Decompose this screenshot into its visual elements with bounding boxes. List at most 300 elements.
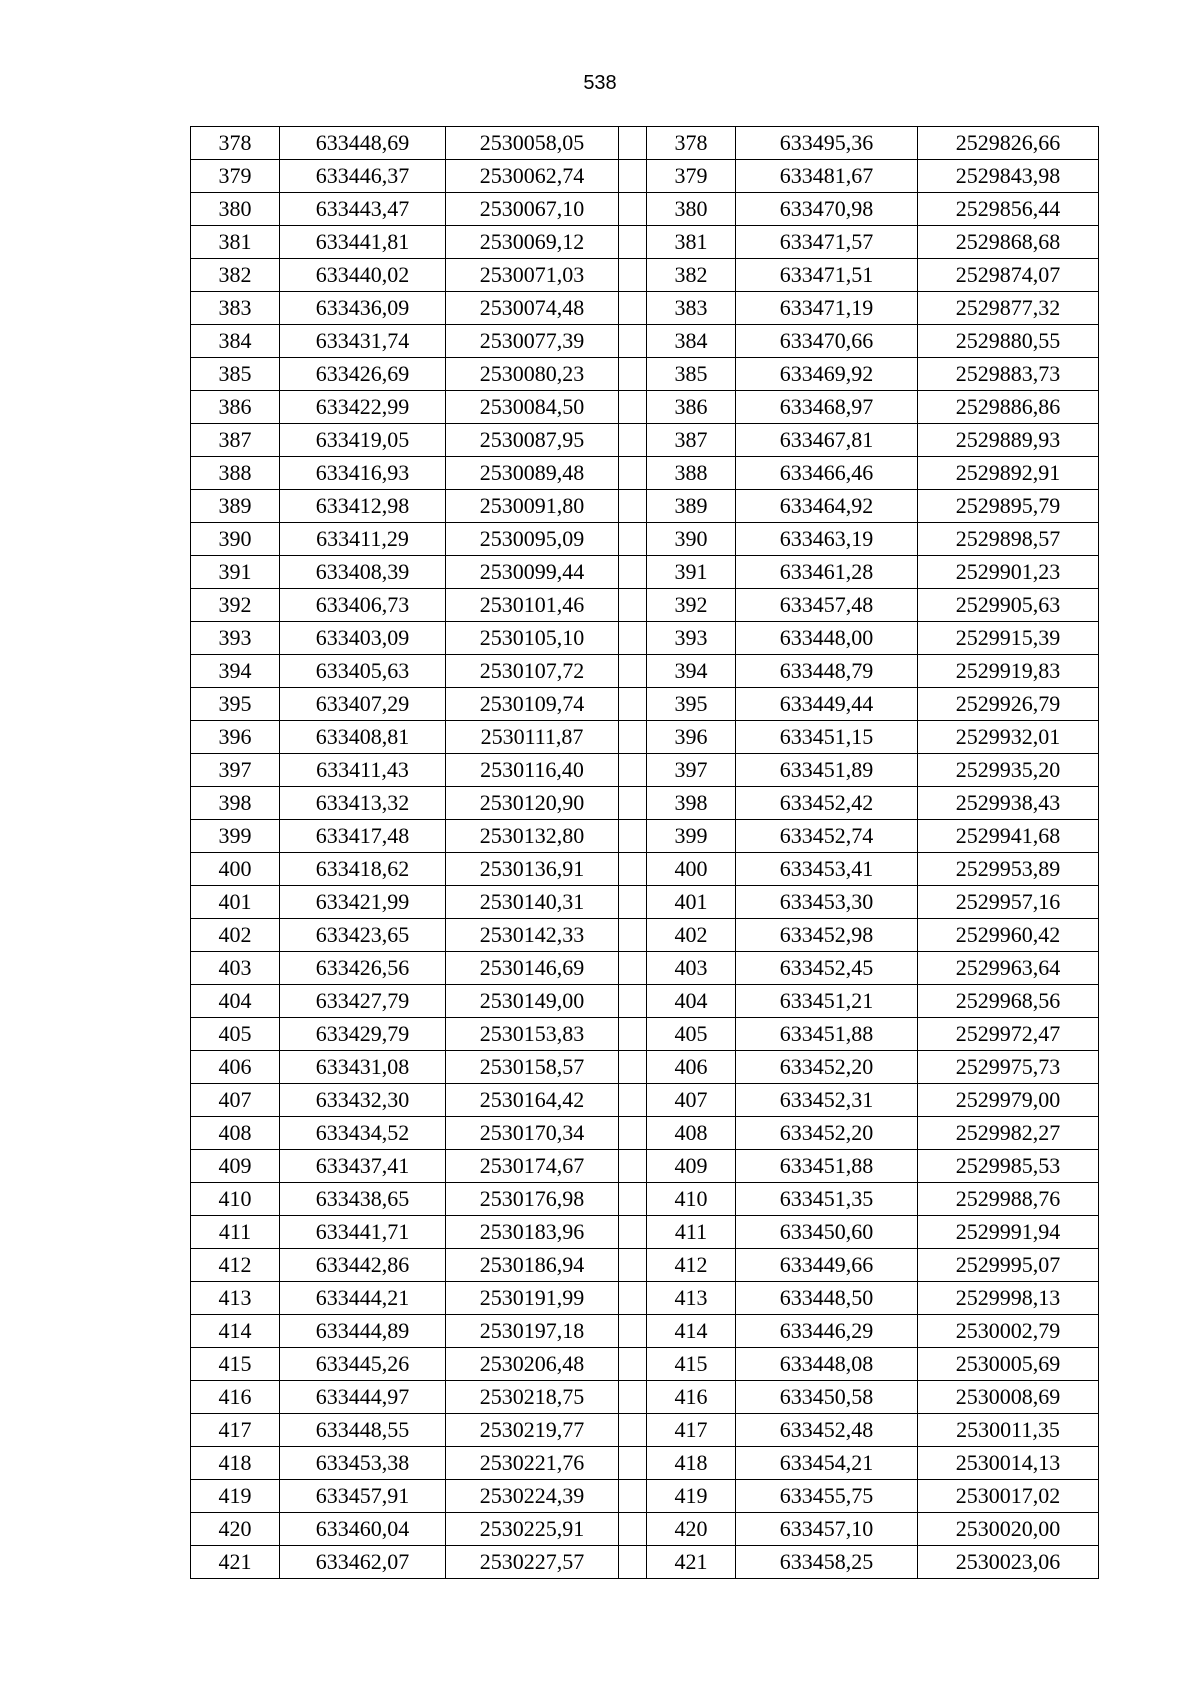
table-row: [191, 622, 1099, 655]
left-x-coordinate-cell: 633411,43: [280, 754, 446, 787]
left-point-number-cell: 393: [191, 622, 280, 655]
separator-cell: [619, 1150, 647, 1183]
table-row: [191, 1348, 1099, 1381]
right-y-coordinate-cell: 2529932,01: [918, 721, 1099, 754]
left-point-number-cell: 388: [191, 457, 280, 490]
table-row: [191, 556, 1099, 589]
separator-cell: [619, 259, 647, 292]
left-point-number-cell: 412: [191, 1249, 280, 1282]
separator-cell: [619, 523, 647, 556]
right-y-coordinate-cell: 2529985,53: [918, 1150, 1099, 1183]
right-x-coordinate-cell: 633452,20: [736, 1117, 918, 1150]
left-y-coordinate-cell: 2530146,69: [446, 952, 619, 985]
right-y-coordinate-cell: 2529935,20: [918, 754, 1099, 787]
right-x-coordinate-cell: 633450,60: [736, 1216, 918, 1249]
right-x-coordinate-cell: 633453,30: [736, 886, 918, 919]
left-point-number-cell: 404: [191, 985, 280, 1018]
right-x-coordinate-cell: 633467,81: [736, 424, 918, 457]
left-point-number-cell: 397: [191, 754, 280, 787]
right-y-coordinate-cell: 2529963,64: [918, 952, 1099, 985]
right-point-number-cell: 396: [647, 721, 736, 754]
right-point-number-cell: 379: [647, 160, 736, 193]
separator-cell: [619, 787, 647, 820]
left-x-coordinate-cell: 633407,29: [280, 688, 446, 721]
right-point-number-cell: 382: [647, 259, 736, 292]
left-y-coordinate-cell: 2530099,44: [446, 556, 619, 589]
left-y-coordinate-cell: 2530080,23: [446, 358, 619, 391]
right-x-coordinate-cell: 633453,41: [736, 853, 918, 886]
right-x-coordinate-cell: 633466,46: [736, 457, 918, 490]
right-x-coordinate-cell: 633452,98: [736, 919, 918, 952]
table-row: [191, 688, 1099, 721]
table-row: [191, 820, 1099, 853]
table-row: [191, 523, 1099, 556]
left-point-number-cell: 395: [191, 688, 280, 721]
right-y-coordinate-cell: 2529880,55: [918, 325, 1099, 358]
right-x-coordinate-cell: 633470,98: [736, 193, 918, 226]
right-y-coordinate-cell: 2529998,13: [918, 1282, 1099, 1315]
separator-cell: [619, 1348, 647, 1381]
table-row: [191, 358, 1099, 391]
left-x-coordinate-cell: 633418,62: [280, 853, 446, 886]
right-y-coordinate-cell: 2529898,57: [918, 523, 1099, 556]
right-x-coordinate-cell: 633452,48: [736, 1414, 918, 1447]
left-y-coordinate-cell: 2530218,75: [446, 1381, 619, 1414]
right-point-number-cell: 387: [647, 424, 736, 457]
left-point-number-cell: 394: [191, 655, 280, 688]
right-point-number-cell: 401: [647, 886, 736, 919]
right-y-coordinate-cell: 2529975,73: [918, 1051, 1099, 1084]
table-row: [191, 391, 1099, 424]
left-point-number-cell: 392: [191, 589, 280, 622]
right-point-number-cell: 383: [647, 292, 736, 325]
right-x-coordinate-cell: 633451,88: [736, 1018, 918, 1051]
left-x-coordinate-cell: 633434,52: [280, 1117, 446, 1150]
left-x-coordinate-cell: 633438,65: [280, 1183, 446, 1216]
right-x-coordinate-cell: 633464,92: [736, 490, 918, 523]
right-point-number-cell: 378: [647, 127, 736, 160]
right-y-coordinate-cell: 2529926,79: [918, 688, 1099, 721]
right-x-coordinate-cell: 633452,45: [736, 952, 918, 985]
separator-cell: [619, 919, 647, 952]
table-row: [191, 787, 1099, 820]
left-y-coordinate-cell: 2530176,98: [446, 1183, 619, 1216]
right-point-number-cell: 421: [647, 1546, 736, 1579]
table-row: [191, 457, 1099, 490]
left-y-coordinate-cell: 2530109,74: [446, 688, 619, 721]
left-x-coordinate-cell: 633406,73: [280, 589, 446, 622]
separator-cell: [619, 391, 647, 424]
left-y-coordinate-cell: 2530058,05: [446, 127, 619, 160]
left-x-coordinate-cell: 633462,07: [280, 1546, 446, 1579]
table-row: [191, 226, 1099, 259]
right-y-coordinate-cell: 2529905,63: [918, 589, 1099, 622]
right-point-number-cell: 390: [647, 523, 736, 556]
left-x-coordinate-cell: 633422,99: [280, 391, 446, 424]
right-x-coordinate-cell: 633448,79: [736, 655, 918, 688]
right-y-coordinate-cell: 2529877,32: [918, 292, 1099, 325]
table-row: [191, 1216, 1099, 1249]
right-y-coordinate-cell: 2529995,07: [918, 1249, 1099, 1282]
left-y-coordinate-cell: 2530225,91: [446, 1513, 619, 1546]
separator-cell: [619, 457, 647, 490]
right-y-coordinate-cell: 2529938,43: [918, 787, 1099, 820]
right-y-coordinate-cell: 2530020,00: [918, 1513, 1099, 1546]
right-point-number-cell: 407: [647, 1084, 736, 1117]
right-x-coordinate-cell: 633457,10: [736, 1513, 918, 1546]
left-x-coordinate-cell: 633448,69: [280, 127, 446, 160]
table-row: [191, 1480, 1099, 1513]
left-x-coordinate-cell: 633457,91: [280, 1480, 446, 1513]
left-y-coordinate-cell: 2530186,94: [446, 1249, 619, 1282]
table-row: [191, 853, 1099, 886]
left-x-coordinate-cell: 633408,81: [280, 721, 446, 754]
right-y-coordinate-cell: 2529915,39: [918, 622, 1099, 655]
left-x-coordinate-cell: 633426,56: [280, 952, 446, 985]
left-y-coordinate-cell: 2530221,76: [446, 1447, 619, 1480]
right-y-coordinate-cell: 2529889,93: [918, 424, 1099, 457]
left-point-number-cell: 380: [191, 193, 280, 226]
right-y-coordinate-cell: 2529957,16: [918, 886, 1099, 919]
left-point-number-cell: 399: [191, 820, 280, 853]
separator-cell: [619, 1447, 647, 1480]
separator-cell: [619, 688, 647, 721]
left-y-coordinate-cell: 2530091,80: [446, 490, 619, 523]
right-point-number-cell: 410: [647, 1183, 736, 1216]
left-x-coordinate-cell: 633442,86: [280, 1249, 446, 1282]
right-y-coordinate-cell: 2529868,68: [918, 226, 1099, 259]
left-x-coordinate-cell: 633411,29: [280, 523, 446, 556]
right-y-coordinate-cell: 2529826,66: [918, 127, 1099, 160]
left-y-coordinate-cell: 2530197,18: [446, 1315, 619, 1348]
right-point-number-cell: 400: [647, 853, 736, 886]
separator-cell: [619, 1315, 647, 1348]
table-row: [191, 1183, 1099, 1216]
right-x-coordinate-cell: 633469,92: [736, 358, 918, 391]
left-y-coordinate-cell: 2530077,39: [446, 325, 619, 358]
separator-cell: [619, 1051, 647, 1084]
right-y-coordinate-cell: 2529901,23: [918, 556, 1099, 589]
right-point-number-cell: 406: [647, 1051, 736, 1084]
right-y-coordinate-cell: 2529953,89: [918, 853, 1099, 886]
right-point-number-cell: 404: [647, 985, 736, 1018]
separator-cell: [619, 325, 647, 358]
right-x-coordinate-cell: 633495,36: [736, 127, 918, 160]
separator-cell: [619, 226, 647, 259]
left-x-coordinate-cell: 633445,26: [280, 1348, 446, 1381]
table-row: [191, 1381, 1099, 1414]
table-row: [191, 325, 1099, 358]
left-x-coordinate-cell: 633436,09: [280, 292, 446, 325]
right-y-coordinate-cell: 2529874,07: [918, 259, 1099, 292]
table-row: [191, 127, 1099, 160]
left-point-number-cell: 413: [191, 1282, 280, 1315]
left-point-number-cell: 400: [191, 853, 280, 886]
right-x-coordinate-cell: 633450,58: [736, 1381, 918, 1414]
right-point-number-cell: 384: [647, 325, 736, 358]
left-y-coordinate-cell: 2530067,10: [446, 193, 619, 226]
separator-cell: [619, 1117, 647, 1150]
table-row: [191, 193, 1099, 226]
right-x-coordinate-cell: 633454,21: [736, 1447, 918, 1480]
right-x-coordinate-cell: 633448,50: [736, 1282, 918, 1315]
left-point-number-cell: 421: [191, 1546, 280, 1579]
right-point-number-cell: 418: [647, 1447, 736, 1480]
right-point-number-cell: 414: [647, 1315, 736, 1348]
right-point-number-cell: 413: [647, 1282, 736, 1315]
right-point-number-cell: 386: [647, 391, 736, 424]
right-x-coordinate-cell: 633461,28: [736, 556, 918, 589]
left-x-coordinate-cell: 633444,21: [280, 1282, 446, 1315]
separator-cell: [619, 1183, 647, 1216]
left-y-coordinate-cell: 2530142,33: [446, 919, 619, 952]
left-point-number-cell: 411: [191, 1216, 280, 1249]
left-point-number-cell: 403: [191, 952, 280, 985]
separator-cell: [619, 127, 647, 160]
left-x-coordinate-cell: 633453,38: [280, 1447, 446, 1480]
right-point-number-cell: 402: [647, 919, 736, 952]
right-x-coordinate-cell: 633451,89: [736, 754, 918, 787]
table-row: [191, 952, 1099, 985]
left-point-number-cell: 383: [191, 292, 280, 325]
right-y-coordinate-cell: 2529892,91: [918, 457, 1099, 490]
left-point-number-cell: 418: [191, 1447, 280, 1480]
right-point-number-cell: 394: [647, 655, 736, 688]
left-y-coordinate-cell: 2530111,87: [446, 721, 619, 754]
right-point-number-cell: 380: [647, 193, 736, 226]
left-point-number-cell: 390: [191, 523, 280, 556]
table-row: [191, 721, 1099, 754]
right-x-coordinate-cell: 633452,31: [736, 1084, 918, 1117]
left-y-coordinate-cell: 2530089,48: [446, 457, 619, 490]
table-row: [191, 1150, 1099, 1183]
left-y-coordinate-cell: 2530132,80: [446, 820, 619, 853]
left-y-coordinate-cell: 2530153,83: [446, 1018, 619, 1051]
right-y-coordinate-cell: 2529979,00: [918, 1084, 1099, 1117]
left-x-coordinate-cell: 633426,69: [280, 358, 446, 391]
right-x-coordinate-cell: 633448,08: [736, 1348, 918, 1381]
left-x-coordinate-cell: 633431,74: [280, 325, 446, 358]
left-x-coordinate-cell: 633441,81: [280, 226, 446, 259]
left-x-coordinate-cell: 633403,09: [280, 622, 446, 655]
right-point-number-cell: 405: [647, 1018, 736, 1051]
left-x-coordinate-cell: 633446,37: [280, 160, 446, 193]
right-y-coordinate-cell: 2530008,69: [918, 1381, 1099, 1414]
separator-cell: [619, 1018, 647, 1051]
left-x-coordinate-cell: 633417,48: [280, 820, 446, 853]
table-row: [191, 1084, 1099, 1117]
left-x-coordinate-cell: 633405,63: [280, 655, 446, 688]
separator-cell: [619, 820, 647, 853]
right-point-number-cell: 409: [647, 1150, 736, 1183]
right-y-coordinate-cell: 2529895,79: [918, 490, 1099, 523]
left-y-coordinate-cell: 2530183,96: [446, 1216, 619, 1249]
left-y-coordinate-cell: 2530069,12: [446, 226, 619, 259]
right-x-coordinate-cell: 633481,67: [736, 160, 918, 193]
left-point-number-cell: 410: [191, 1183, 280, 1216]
separator-cell: [619, 1414, 647, 1447]
left-point-number-cell: 408: [191, 1117, 280, 1150]
right-point-number-cell: 393: [647, 622, 736, 655]
right-point-number-cell: 391: [647, 556, 736, 589]
left-x-coordinate-cell: 633429,79: [280, 1018, 446, 1051]
separator-cell: [619, 292, 647, 325]
separator-cell: [619, 424, 647, 457]
right-y-coordinate-cell: 2529968,56: [918, 985, 1099, 1018]
table-row: [191, 259, 1099, 292]
right-point-number-cell: 411: [647, 1216, 736, 1249]
right-x-coordinate-cell: 633452,20: [736, 1051, 918, 1084]
separator-cell: [619, 1480, 647, 1513]
right-x-coordinate-cell: 633451,35: [736, 1183, 918, 1216]
right-y-coordinate-cell: 2529988,76: [918, 1183, 1099, 1216]
left-x-coordinate-cell: 633444,97: [280, 1381, 446, 1414]
left-y-coordinate-cell: 2530149,00: [446, 985, 619, 1018]
table-row: [191, 424, 1099, 457]
right-point-number-cell: 381: [647, 226, 736, 259]
left-y-coordinate-cell: 2530136,91: [446, 853, 619, 886]
left-point-number-cell: 385: [191, 358, 280, 391]
left-y-coordinate-cell: 2530224,39: [446, 1480, 619, 1513]
left-point-number-cell: 417: [191, 1414, 280, 1447]
left-y-coordinate-cell: 2530219,77: [446, 1414, 619, 1447]
left-y-coordinate-cell: 2530116,40: [446, 754, 619, 787]
right-x-coordinate-cell: 633452,42: [736, 787, 918, 820]
left-y-coordinate-cell: 2530095,09: [446, 523, 619, 556]
left-point-number-cell: 381: [191, 226, 280, 259]
left-point-number-cell: 396: [191, 721, 280, 754]
left-x-coordinate-cell: 633441,71: [280, 1216, 446, 1249]
right-point-number-cell: 385: [647, 358, 736, 391]
right-x-coordinate-cell: 633448,00: [736, 622, 918, 655]
right-x-coordinate-cell: 633451,15: [736, 721, 918, 754]
left-y-coordinate-cell: 2530191,99: [446, 1282, 619, 1315]
coordinates-table-body: [191, 127, 1099, 1579]
right-point-number-cell: 416: [647, 1381, 736, 1414]
separator-cell: [619, 721, 647, 754]
left-x-coordinate-cell: 633460,04: [280, 1513, 446, 1546]
left-point-number-cell: 386: [191, 391, 280, 424]
separator-cell: [619, 886, 647, 919]
left-y-coordinate-cell: 2530206,48: [446, 1348, 619, 1381]
separator-cell: [619, 1282, 647, 1315]
right-x-coordinate-cell: 633451,21: [736, 985, 918, 1018]
left-x-coordinate-cell: 633444,89: [280, 1315, 446, 1348]
left-x-coordinate-cell: 633412,98: [280, 490, 446, 523]
left-x-coordinate-cell: 633421,99: [280, 886, 446, 919]
right-x-coordinate-cell: 633471,57: [736, 226, 918, 259]
right-point-number-cell: 408: [647, 1117, 736, 1150]
table-row: [191, 292, 1099, 325]
right-x-coordinate-cell: 633471,19: [736, 292, 918, 325]
right-y-coordinate-cell: 2529982,27: [918, 1117, 1099, 1150]
left-x-coordinate-cell: 633413,32: [280, 787, 446, 820]
right-y-coordinate-cell: 2529883,73: [918, 358, 1099, 391]
left-x-coordinate-cell: 633419,05: [280, 424, 446, 457]
right-y-coordinate-cell: 2529972,47: [918, 1018, 1099, 1051]
left-point-number-cell: 379: [191, 160, 280, 193]
right-y-coordinate-cell: 2529886,86: [918, 391, 1099, 424]
left-y-coordinate-cell: 2530101,46: [446, 589, 619, 622]
right-y-coordinate-cell: 2530017,02: [918, 1480, 1099, 1513]
separator-cell: [619, 952, 647, 985]
table-row: [191, 1546, 1099, 1579]
right-x-coordinate-cell: 633463,19: [736, 523, 918, 556]
left-point-number-cell: 389: [191, 490, 280, 523]
right-point-number-cell: 389: [647, 490, 736, 523]
separator-cell: [619, 1546, 647, 1579]
table-row: [191, 1315, 1099, 1348]
left-x-coordinate-cell: 633437,41: [280, 1150, 446, 1183]
left-y-coordinate-cell: 2530227,57: [446, 1546, 619, 1579]
left-y-coordinate-cell: 2530170,34: [446, 1117, 619, 1150]
right-x-coordinate-cell: 633451,88: [736, 1150, 918, 1183]
separator-cell: [619, 160, 647, 193]
separator-cell: [619, 1513, 647, 1546]
left-point-number-cell: 391: [191, 556, 280, 589]
left-y-coordinate-cell: 2530158,57: [446, 1051, 619, 1084]
left-point-number-cell: 419: [191, 1480, 280, 1513]
table-row: [191, 1282, 1099, 1315]
right-point-number-cell: 395: [647, 688, 736, 721]
right-x-coordinate-cell: 633452,74: [736, 820, 918, 853]
left-point-number-cell: 402: [191, 919, 280, 952]
left-x-coordinate-cell: 633408,39: [280, 556, 446, 589]
right-y-coordinate-cell: 2529991,94: [918, 1216, 1099, 1249]
right-y-coordinate-cell: 2530005,69: [918, 1348, 1099, 1381]
table-row: [191, 1018, 1099, 1051]
left-point-number-cell: 384: [191, 325, 280, 358]
table-row: [191, 919, 1099, 952]
right-y-coordinate-cell: 2529941,68: [918, 820, 1099, 853]
right-x-coordinate-cell: 633457,48: [736, 589, 918, 622]
separator-cell: [619, 655, 647, 688]
separator-cell: [619, 1249, 647, 1282]
left-point-number-cell: 409: [191, 1150, 280, 1183]
left-x-coordinate-cell: 633443,47: [280, 193, 446, 226]
right-y-coordinate-cell: 2530023,06: [918, 1546, 1099, 1579]
separator-cell: [619, 193, 647, 226]
right-point-number-cell: 398: [647, 787, 736, 820]
left-point-number-cell: 387: [191, 424, 280, 457]
right-point-number-cell: 420: [647, 1513, 736, 1546]
right-x-coordinate-cell: 633449,66: [736, 1249, 918, 1282]
left-x-coordinate-cell: 633440,02: [280, 259, 446, 292]
table-row: [191, 1117, 1099, 1150]
table-row: [191, 1249, 1099, 1282]
left-point-number-cell: 420: [191, 1513, 280, 1546]
right-y-coordinate-cell: 2529919,83: [918, 655, 1099, 688]
right-point-number-cell: 403: [647, 952, 736, 985]
left-point-number-cell: 414: [191, 1315, 280, 1348]
right-point-number-cell: 419: [647, 1480, 736, 1513]
left-y-coordinate-cell: 2530107,72: [446, 655, 619, 688]
right-point-number-cell: 392: [647, 589, 736, 622]
left-point-number-cell: 378: [191, 127, 280, 160]
right-x-coordinate-cell: 633449,44: [736, 688, 918, 721]
table-row: [191, 886, 1099, 919]
separator-cell: [619, 1381, 647, 1414]
left-y-coordinate-cell: 2530071,03: [446, 259, 619, 292]
table-row: [191, 490, 1099, 523]
left-y-coordinate-cell: 2530074,48: [446, 292, 619, 325]
left-point-number-cell: 415: [191, 1348, 280, 1381]
table-row: [191, 985, 1099, 1018]
left-x-coordinate-cell: 633416,93: [280, 457, 446, 490]
right-x-coordinate-cell: 633471,51: [736, 259, 918, 292]
right-y-coordinate-cell: 2529960,42: [918, 919, 1099, 952]
table-row: [191, 1414, 1099, 1447]
